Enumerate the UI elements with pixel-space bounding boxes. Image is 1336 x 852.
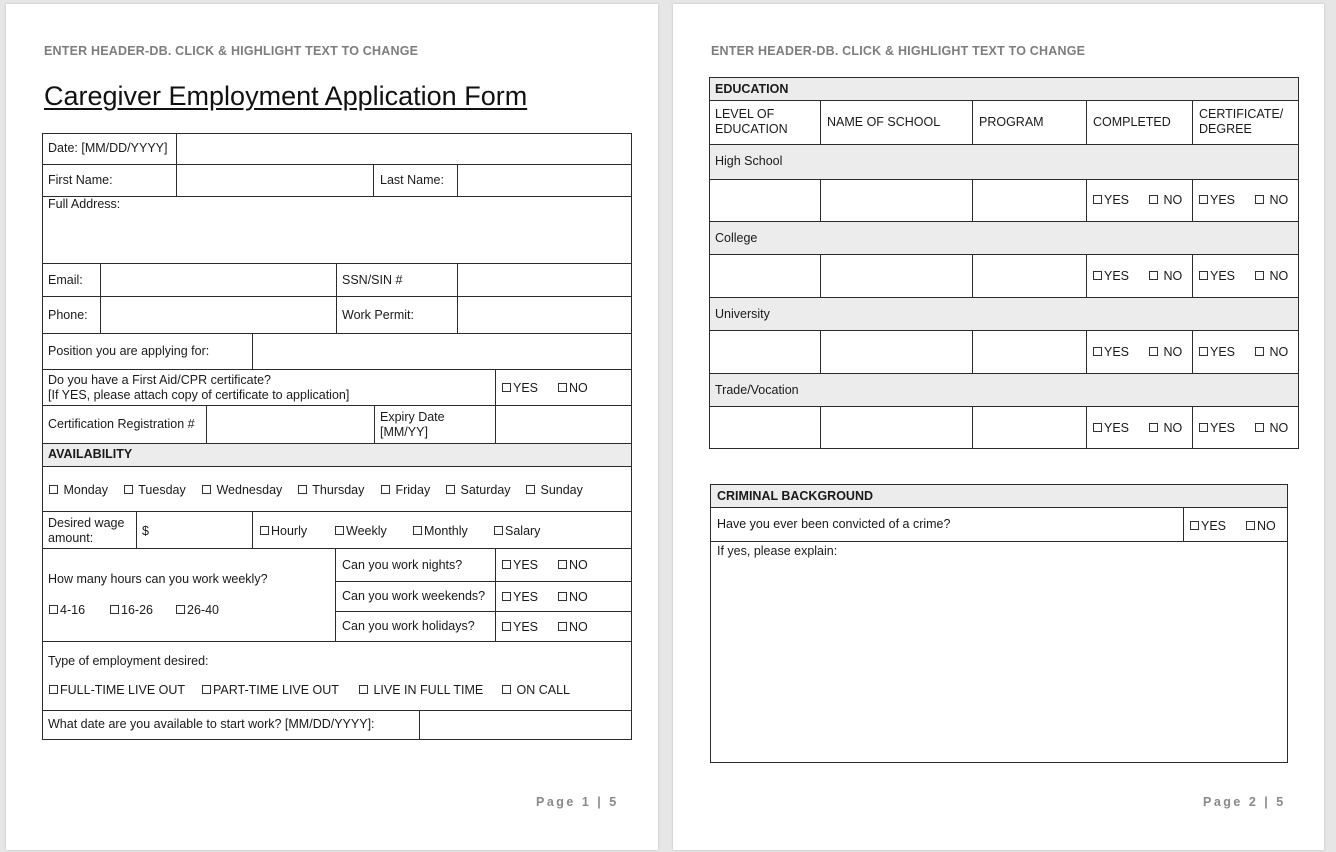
checkbox-icon	[558, 622, 567, 631]
checkbox-icon	[298, 485, 307, 494]
page-1	[6, 4, 658, 850]
checkbox-icon	[260, 526, 269, 535]
cert-registration-label: Certification Registration #	[48, 417, 195, 431]
col-cert-header-line2: DEGREE	[1199, 122, 1252, 136]
university-cert-yes[interactable]: YES	[1199, 345, 1235, 360]
page-2	[673, 4, 1324, 850]
email-input[interactable]	[101, 264, 336, 296]
checkbox-icon	[49, 685, 58, 694]
checkbox-icon	[502, 622, 511, 631]
wage-salary-checkbox[interactable]: Salary	[494, 524, 540, 539]
weekends-no-checkbox[interactable]: NO	[558, 590, 588, 605]
checkbox-icon	[1149, 423, 1158, 432]
checkbox-icon	[110, 605, 119, 614]
university-completed-no[interactable]: NO	[1149, 345, 1182, 360]
level-high-school: High School	[715, 154, 783, 168]
first-name-input[interactable]	[177, 165, 373, 196]
page-header[interactable]: ENTER HEADER-DB. CLICK & HIGHLIGHT TEXT TO CHANGE	[44, 44, 419, 58]
ssn-input[interactable]	[458, 264, 631, 296]
col-level-header: LEVEL OF	[715, 107, 775, 121]
checkbox-icon	[202, 485, 211, 494]
first-aid-yes-checkbox[interactable]: YES	[502, 381, 538, 396]
checkbox-icon	[49, 485, 58, 494]
checkbox-icon	[1255, 271, 1264, 280]
holidays-no-checkbox[interactable]: NO	[558, 620, 588, 635]
university-program-input[interactable]	[973, 331, 1086, 373]
checkbox-icon	[1199, 423, 1208, 432]
currency-symbol: $	[142, 524, 149, 538]
date-label: Date: [MM/DD/YYYY]	[48, 141, 168, 155]
checkbox-icon	[413, 526, 422, 535]
trade-completed-no[interactable]: NO	[1149, 421, 1182, 436]
college-name-input[interactable]	[821, 255, 972, 297]
expiry-date-label: Expiry Date	[380, 410, 445, 424]
wage-monthly-checkbox[interactable]: Monthly	[413, 524, 468, 539]
conviction-no-checkbox[interactable]: NO	[1246, 519, 1276, 534]
checkbox-icon	[381, 485, 390, 494]
employment-type-label: Type of employment desired:	[48, 654, 209, 668]
checkbox-icon	[1246, 521, 1255, 530]
high-school-name-input[interactable]	[821, 180, 972, 221]
form-title: Caregiver Employment Application Form	[44, 81, 528, 111]
start-date-input[interactable]	[420, 711, 631, 740]
first-aid-no-checkbox[interactable]: NO	[558, 381, 588, 396]
page-number: Page 1 | 5	[536, 795, 619, 809]
checkbox-icon	[1199, 347, 1208, 356]
start-date-label: What date are you available to start work? [MM/DD/YYYY]:	[48, 717, 375, 731]
page-number: Page 2 | 5	[1203, 795, 1286, 809]
full-address-label: Full Address:	[48, 197, 121, 211]
high-school-level-input[interactable]	[710, 180, 820, 221]
col-program-header: PROGRAM	[979, 115, 1044, 129]
day-sunday-checkbox[interactable]: Sunday	[526, 483, 583, 498]
expiry-date-input[interactable]	[496, 406, 631, 443]
checkbox-icon	[526, 485, 535, 494]
level-college: College	[715, 231, 758, 245]
checkbox-icon	[558, 592, 567, 601]
wage-hourly-checkbox[interactable]: Hourly	[260, 524, 307, 539]
checkbox-icon	[1093, 271, 1102, 280]
checkbox-icon	[1199, 195, 1208, 204]
position-input[interactable]	[253, 334, 631, 369]
hours-question: How many hours can you work weekly?	[48, 572, 268, 586]
first-aid-question: Do you have a First Aid/CPR certificate?	[48, 373, 272, 387]
checkbox-icon	[502, 685, 511, 694]
last-name-input[interactable]	[458, 165, 631, 196]
checkbox-icon	[502, 592, 511, 601]
checkbox-icon	[502, 560, 511, 569]
checkbox-icon	[494, 526, 503, 535]
trade-name-input[interactable]	[821, 407, 972, 448]
page-header[interactable]: ENTER HEADER-DB. CLICK & HIGHLIGHT TEXT TO CHANGE	[711, 44, 1086, 58]
checkbox-icon	[1199, 271, 1208, 280]
position-label: Position you are applying for:	[48, 344, 210, 358]
nights-yes-checkbox[interactable]: YES	[502, 558, 538, 573]
university-completed-yes[interactable]: YES	[1093, 345, 1129, 360]
email-label: Email:	[48, 273, 83, 287]
trade-completed-yes[interactable]: YES	[1093, 421, 1129, 436]
col-school-header: NAME OF SCHOOL	[827, 115, 941, 129]
part-time-live-out-checkbox[interactable]: PART-TIME LIVE OUT	[202, 683, 339, 698]
day-wednesday-checkbox[interactable]: Wednesday	[202, 483, 282, 498]
work-permit-label: Work Permit:	[342, 308, 414, 322]
checkbox-icon	[1093, 195, 1102, 204]
trade-cert-yes[interactable]: YES	[1199, 421, 1235, 436]
checkbox-icon	[1255, 347, 1264, 356]
checkbox-icon	[359, 685, 368, 694]
last-name-label: Last Name:	[380, 173, 444, 187]
full-address-input[interactable]	[43, 216, 631, 263]
weekends-yes-checkbox[interactable]: YES	[502, 590, 538, 605]
hours-16-26-checkbox[interactable]: 16-26	[110, 603, 153, 618]
col-level-header-line2: EDUCATION	[715, 122, 788, 136]
checkbox-icon	[1149, 347, 1158, 356]
col-cert-header: CERTIFICATE/	[1199, 107, 1284, 121]
hours-26-40-checkbox[interactable]: 26-40	[176, 603, 219, 618]
university-name-input[interactable]	[821, 331, 972, 373]
first-name-label: First Name:	[48, 173, 113, 187]
phone-input[interactable]	[101, 297, 336, 333]
day-saturday-checkbox[interactable]: Saturday	[446, 483, 511, 498]
expiry-date-format: [MM/YY]	[380, 425, 428, 439]
full-time-live-out-checkbox[interactable]: FULL-TIME LIVE OUT	[49, 683, 185, 698]
criminal-heading: CRIMINAL BACKGROUND	[717, 489, 874, 503]
checkbox-icon	[202, 685, 211, 694]
phone-label: Phone:	[48, 308, 88, 322]
wage-label-line2: amount:	[48, 531, 94, 545]
college-level-input[interactable]	[710, 255, 820, 297]
checkbox-icon	[502, 383, 511, 392]
day-thursday-checkbox[interactable]: Thursday	[298, 483, 364, 498]
holidays-question: Can you work holidays?	[342, 619, 475, 633]
university-level-input[interactable]	[710, 331, 820, 373]
college-completed-no[interactable]: NO	[1149, 269, 1182, 284]
checkbox-icon	[1190, 521, 1199, 530]
high-school-program-input[interactable]	[973, 180, 1086, 221]
checkbox-icon	[1149, 271, 1158, 280]
trade-level-input[interactable]	[710, 407, 820, 448]
wage-weekly-checkbox[interactable]: Weekly	[335, 524, 387, 539]
checkbox-icon	[176, 605, 185, 614]
on-call-checkbox[interactable]: ON CALL	[502, 683, 570, 698]
checkbox-icon	[1255, 423, 1264, 432]
first-aid-note: [If YES, please attach copy of certificate to application]	[48, 388, 350, 402]
nights-question: Can you work nights?	[342, 558, 463, 572]
conviction-question: Have you ever been convicted of a crime?	[717, 517, 951, 531]
live-in-full-time-checkbox[interactable]: LIVE IN FULL TIME	[359, 683, 483, 698]
trade-program-input[interactable]	[973, 407, 1086, 448]
conviction-yes-checkbox[interactable]: YES	[1190, 519, 1226, 534]
high-school-cert-no[interactable]: NO	[1255, 193, 1288, 208]
high-school-cert-yes[interactable]: YES	[1199, 193, 1235, 208]
ssn-label: SSN/SIN #	[342, 273, 403, 287]
date-input[interactable]	[177, 134, 631, 164]
college-completed-yes[interactable]: YES	[1093, 269, 1129, 284]
college-cert-yes[interactable]: YES	[1199, 269, 1235, 284]
wage-label: Desired wage	[48, 516, 125, 530]
checkbox-icon	[558, 383, 567, 392]
nights-no-checkbox[interactable]: NO	[558, 558, 588, 573]
cert-registration-input[interactable]	[207, 406, 374, 443]
hours-4-16-checkbox[interactable]: 4-16	[49, 603, 85, 618]
checkbox-icon	[1149, 195, 1158, 204]
checkbox-icon	[558, 560, 567, 569]
college-cert-no[interactable]: NO	[1255, 269, 1288, 284]
checkbox-icon	[1093, 423, 1102, 432]
level-trade-vocation: Trade/Vocation	[715, 383, 799, 397]
high-school-completed-no[interactable]: NO	[1149, 193, 1182, 208]
trade-cert-no[interactable]: NO	[1255, 421, 1288, 436]
day-monday-checkbox[interactable]: Monday	[49, 483, 108, 498]
education-heading: EDUCATION	[715, 82, 789, 96]
day-tuesday-checkbox[interactable]: Tuesday	[124, 483, 186, 498]
wage-amount-input[interactable]	[160, 512, 252, 548]
college-program-input[interactable]	[973, 255, 1086, 297]
checkbox-icon	[1255, 195, 1264, 204]
checkbox-icon	[49, 605, 58, 614]
level-university: University	[715, 307, 770, 321]
explain-label: If yes, please explain:	[717, 544, 838, 558]
checkbox-icon	[1093, 347, 1102, 356]
high-school-completed-yes[interactable]: YES	[1093, 193, 1129, 208]
work-permit-input[interactable]	[458, 297, 631, 333]
checkbox-icon	[124, 485, 133, 494]
holidays-yes-checkbox[interactable]: YES	[502, 620, 538, 635]
explain-textarea[interactable]	[711, 560, 1287, 762]
availability-heading: AVAILABILITY	[48, 447, 133, 461]
day-friday-checkbox[interactable]: Friday	[381, 483, 430, 498]
university-cert-no[interactable]: NO	[1255, 345, 1288, 360]
weekends-question: Can you work weekends?	[342, 589, 486, 603]
col-completed-header: COMPLETED	[1093, 115, 1171, 129]
checkbox-icon	[446, 485, 455, 494]
checkbox-icon	[335, 526, 344, 535]
